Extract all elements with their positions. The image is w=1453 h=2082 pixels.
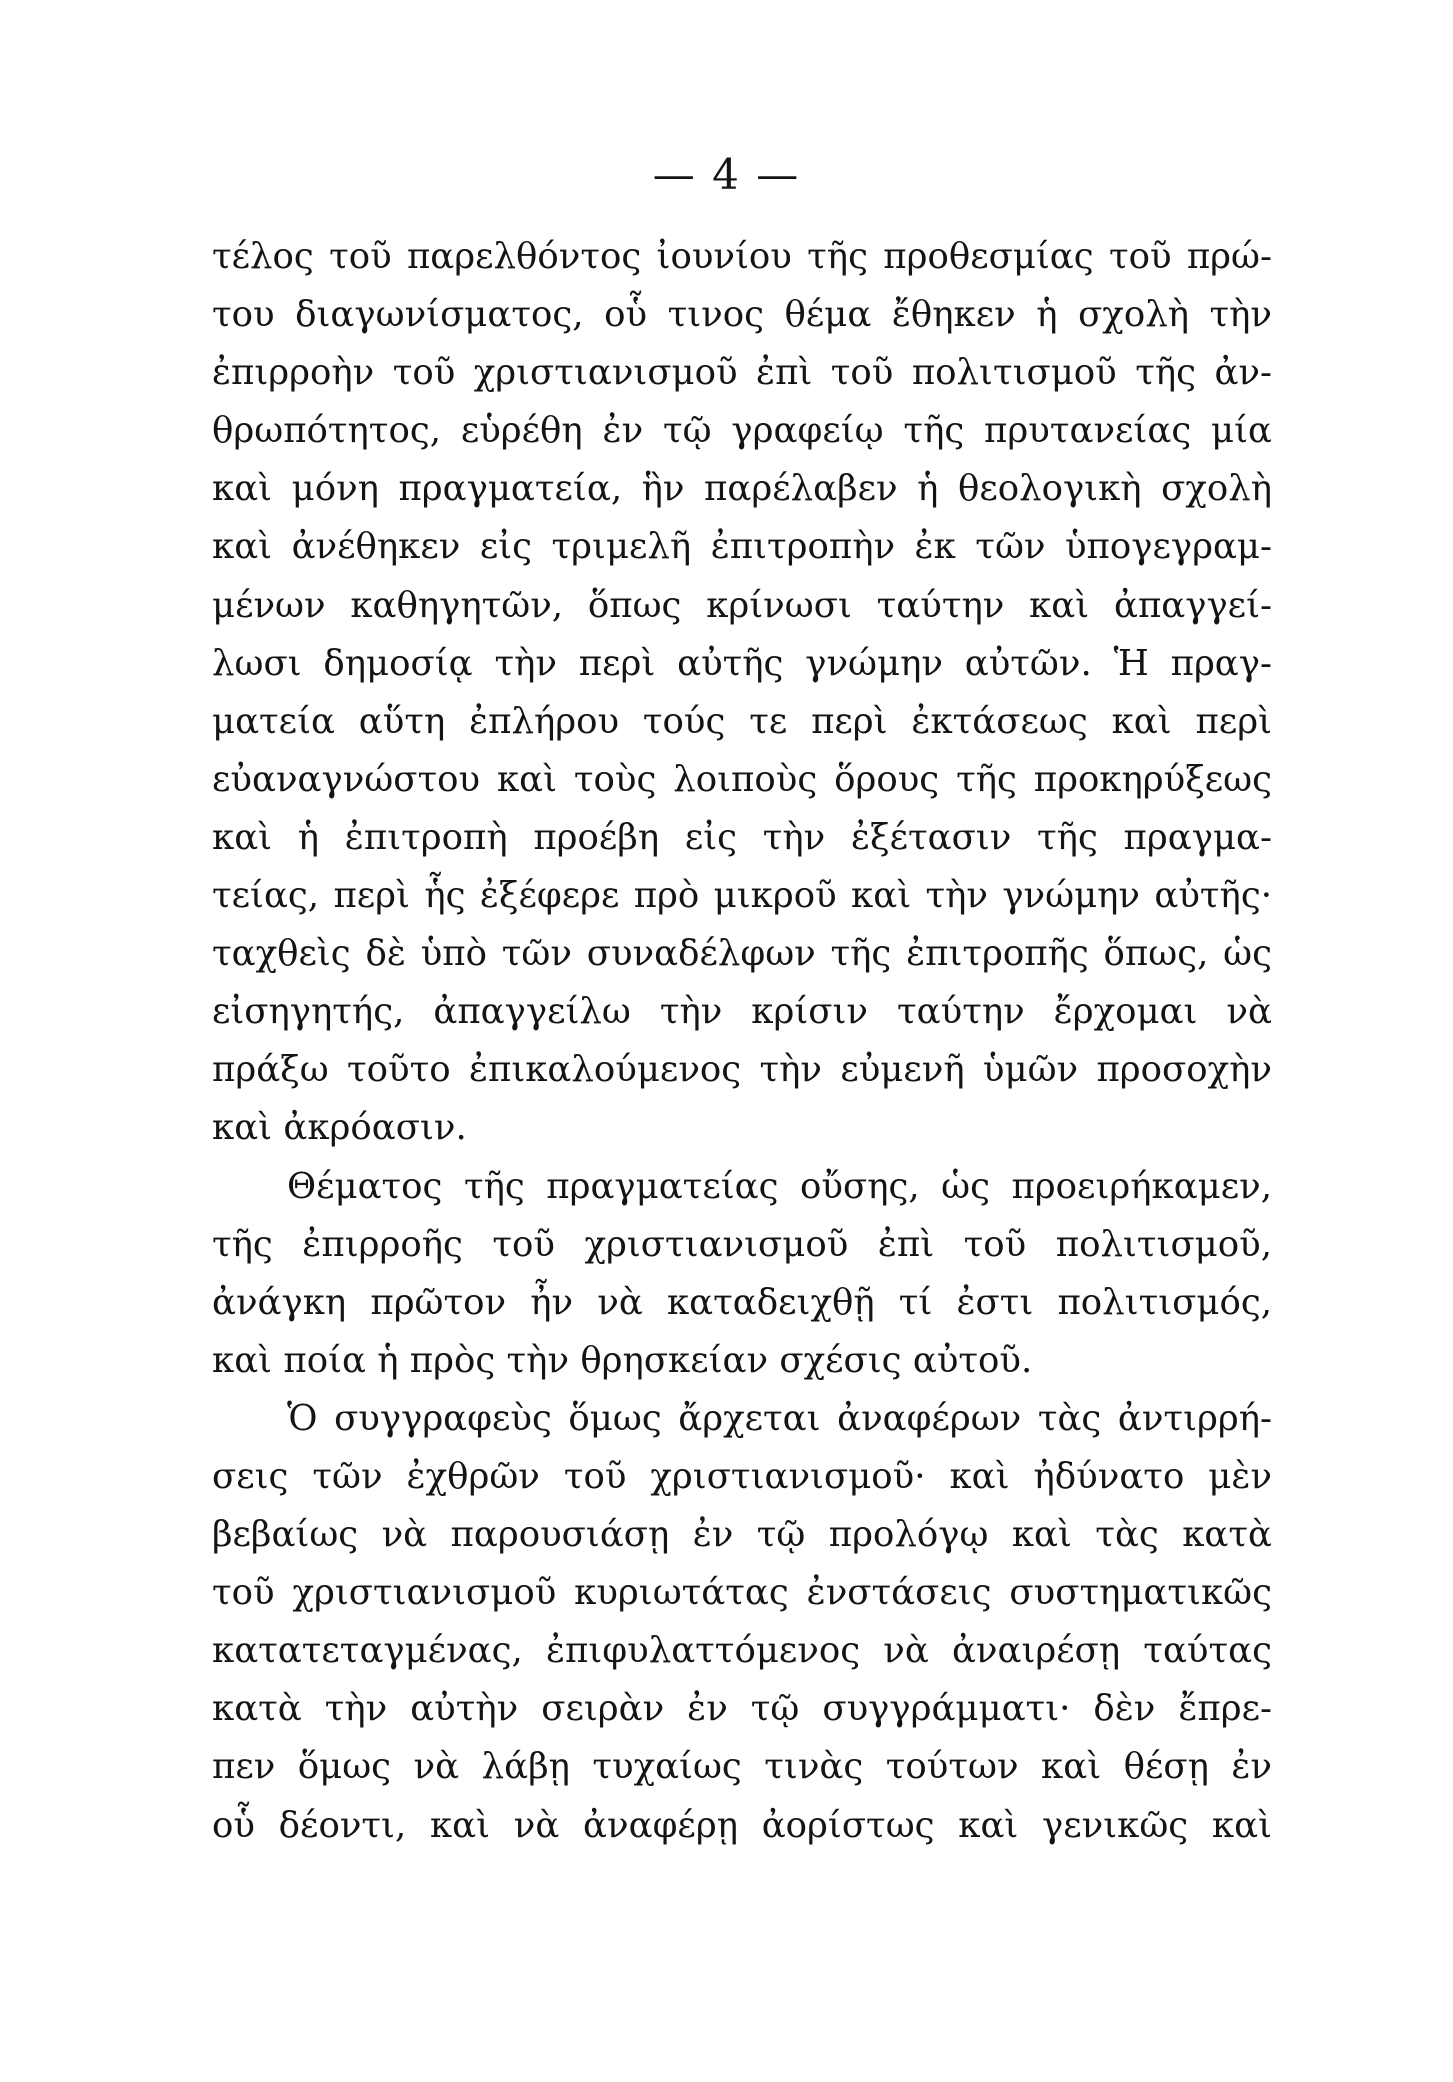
text-line: πεν ὅμως νὰ λάβῃ τυχαίως τινὰς τούτων καὶ θέσῃ ἐν — [212, 1746, 1272, 1788]
text-line: καὶ μόνη πραγματεία, ἣν παρέλαβεν ἡ θεολογικὴ σχολὴ — [212, 468, 1272, 510]
text-line: ἐπιρροὴν τοῦ χριστιανισμοῦ ἐπὶ τοῦ πολιτισμοῦ τῆς ἀν- — [212, 352, 1272, 394]
text-line: ἀνάγκη πρῶτον ἦν νὰ καταδειχθῇ τί ἐστι πολιτισμός, — [212, 1281, 1272, 1323]
text-line: λωσι δημοσίᾳ τὴν περὶ αὐτῆς γνώμην αὐτῶν. Ἡ πραγ- — [212, 642, 1272, 684]
page-number: — 4 — — [652, 150, 801, 199]
text-line: τέλος τοῦ παρελθόντος ἰουνίου τῆς προθεσμίας τοῦ πρώ- — [212, 236, 1272, 277]
text-line: θρωπότητος, εὑρέθη ἐν τῷ γραφείῳ τῆς πρυτανείας μία — [212, 410, 1272, 452]
text-line: σεις τῶν ἐχθρῶν τοῦ χριστιανισμοῦ· καὶ ἠδύνατο μὲν — [212, 1455, 1272, 1497]
text-line: εἰσηγητής, ἀπαγγείλω τὴν κρίσιν ταύτην ἔρχομαι νὰ — [212, 991, 1272, 1033]
text-line: καὶ ἀνέθηκεν εἰς τριμελῆ ἐπιτροπὴν ἐκ τῶν ὑπογεγραμ- — [212, 526, 1272, 568]
text-line: ταχθεὶς δὲ ὑπὸ τῶν συναδέλφων τῆς ἐπιτροπῆς ὅπως, ὡς — [212, 933, 1272, 975]
paragraph-first-line: Θέματος τῆς πραγματείας οὔσης, ὡς προειρήκαμεν, — [287, 1165, 1272, 1207]
text-line: καὶ ἡ ἐπιτροπὴ προέβη εἰς τὴν ἐξέτασιν τῆς πραγμα- — [212, 816, 1272, 858]
paragraph-last-line: καὶ ἀκρόασιν. — [212, 1107, 467, 1149]
text-line: πράξω τοῦτο ἐπικαλούμενος τὴν εὐμενῆ ὑμῶν προσοχὴν — [212, 1049, 1272, 1091]
text-line: οὗ δέοντι, καὶ νὰ ἀναφέρῃ ἀορίστως καὶ γενικῶς καὶ — [212, 1804, 1272, 1846]
text-line: τοῦ χριστιανισμοῦ κυριωτάτας ἐνστάσεις συστηματικῶς — [212, 1572, 1272, 1614]
body-text — [212, 228, 1272, 1855]
text-line: τείας, περὶ ἧς ἐξέφερε πρὸ μικροῦ καὶ τὴν γνώμην αὐτῆς· — [212, 875, 1272, 917]
text-line: ματεία αὕτη ἐπλήρου τούς τε περὶ ἐκτάσεως καὶ περὶ — [212, 700, 1272, 742]
text-line: τῆς ἐπιρροῆς τοῦ χριστιανισμοῦ ἐπὶ τοῦ πολιτισμοῦ, — [212, 1223, 1272, 1265]
text-line: του διαγωνίσματος, οὗ τινος θέμα ἔθηκεν ἡ σχολὴ τὴν — [212, 294, 1272, 336]
text-line: κατατεταγμένας, ἐπιφυλαττόμενος νὰ ἀναιρέσῃ ταύτας — [212, 1630, 1272, 1672]
text-line: βεβαίως νὰ παρουσιάσῃ ἐν τῷ προλόγῳ καὶ τὰς κατὰ — [212, 1514, 1272, 1556]
text-line: μένων καθηγητῶν, ὅπως κρίνωσι ταύτην καὶ ἀπαγγεί- — [212, 584, 1272, 626]
paragraph-last-line: καὶ ποία ἡ πρὸς τὴν θρησκείαν σχέσις αὐτοῦ. — [212, 1339, 1033, 1381]
text-line: κατὰ τὴν αὐτὴν σειρὰν ἐν τῷ συγγράμματι· δὲν ἔπρε- — [212, 1688, 1272, 1730]
text-line: εὐαναγνώστου καὶ τοὺς λοιποὺς ὅρους τῆς προκηρύξεως — [212, 758, 1272, 800]
paragraph-first-line: Ὁ συγγραφεὺς ὅμως ἄρχεται ἀναφέρων τὰς ἀντιρρή- — [287, 1397, 1272, 1439]
